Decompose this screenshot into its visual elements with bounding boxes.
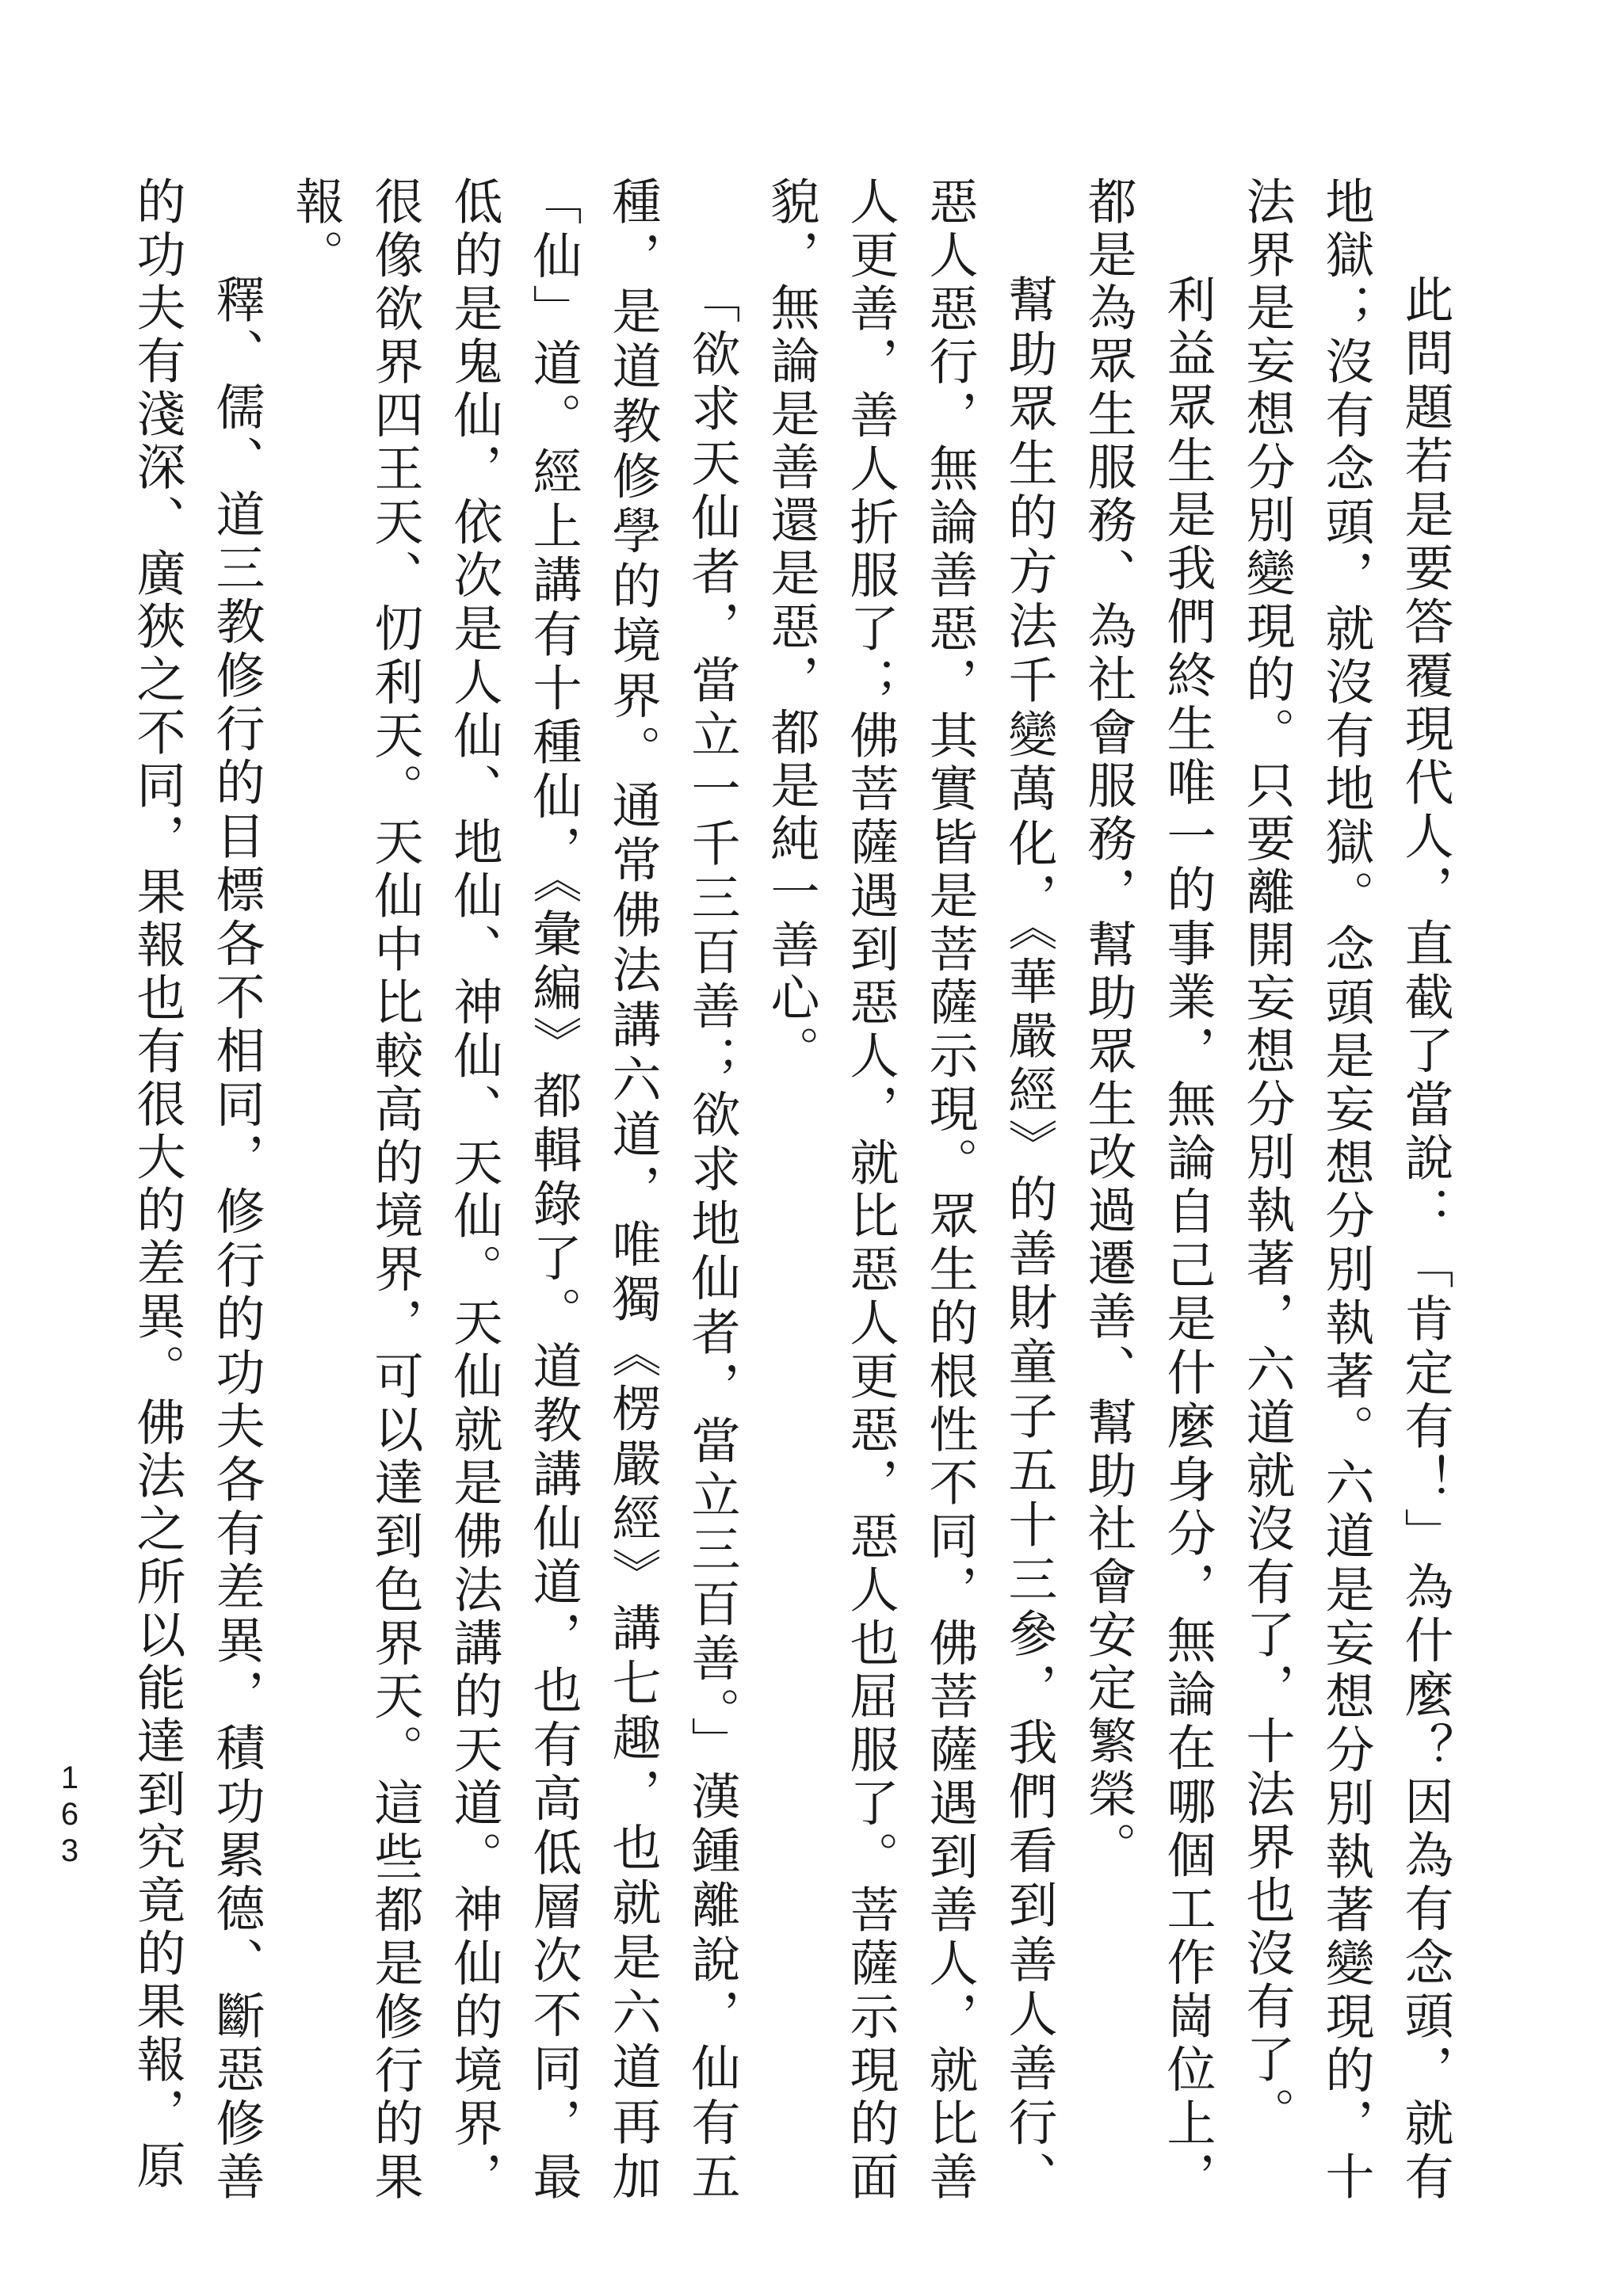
paragraph-5: 釋、儒、道三教修行的目標各不相同，修行的功夫各有差異，積功累德、斷惡修善的功夫有淺深、廣狹之不同，果報也有很大的差異。佛法之所以能達到究竟的果報，原 bbox=[128, 176, 265, 2204]
paragraph-2: 利益眾生是我們終生唯一的事業，無論自己是什麼身分，無論在哪個工作崗位上，都是為眾生服務、為社會服務，幫助眾生改過遷善、幫助社會安定繁榮。 bbox=[1079, 176, 1216, 2204]
body-text bbox=[117, 176, 1465, 2204]
paragraph-1: 此問題若是要答覆現代人，直截了當說：「肯定有！」為什麼？因為有念頭，就有地獄；沒有念頭，就沒有地獄。念頭是妄想分別執著。六道是妄想分別執著變現的，十法界是妄想分別變現的。只要離開妄想分別執著，六道就沒有了，十法界也沒有了。 bbox=[1238, 176, 1454, 2204]
paragraph-4: 「欲求天仙者，當立一千三百善；欲求地仙者，當立三百善。」漢鍾離說，仙有五種，是道教修學的境界。通常佛法講六道，唯獨《楞嚴經》講七趣，也就是六道再加「仙」道。經上講有十種仙，《彙編》都輯錄了。道教講仙道，也有高低層次不同，最低的是鬼仙，依次是人仙、地仙、神仙、天仙。天仙就是佛法講的天道。神仙的境界，很像欲界四王天、忉利天。天仙中比較高的境界，可以達到色界天。這些都是修行的果報。 bbox=[287, 176, 741, 2204]
paragraph-3: 幫助眾生的方法千變萬化，《華嚴經》的善財童子五十三參，我們看到善人善行、惡人惡行，無論善惡，其實皆是菩薩示現。眾生的根性不同，佛菩薩遇到善人，就比善人更善，善人折服了；佛菩薩遇到惡人，就比惡人更惡，惡人也屈服了。菩薩示現的面貌，無論是善還是惡，都是純一善心。 bbox=[762, 176, 1058, 2204]
page-number: 163 bbox=[52, 1760, 87, 1870]
